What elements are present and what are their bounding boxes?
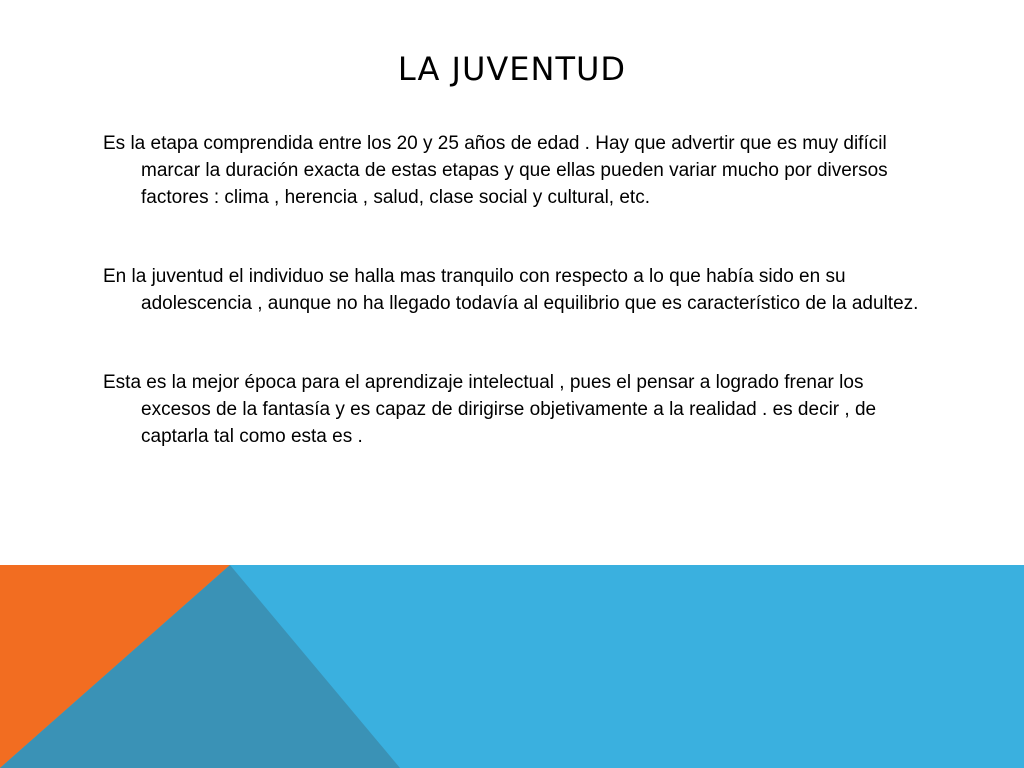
decorative-footer-shapes bbox=[0, 565, 1024, 768]
paragraph-3: Esta es la mejor época para el aprendizaje intelectual , pues el pensar a logrado frenar los excesos de la fantasía y es capaz de dirigirse objetivamente a la realidad . es decir , de captarla tal como esta es . bbox=[103, 372, 877, 447]
paragraph-1: Es la etapa comprendida entre los 20 y 25 años de edad . Hay que advertir que es muy difícil marcar la duración exacta de estas etapas y que ellas pueden variar mucho por diversos factores : clima , herencia , salud, clase social y cultural, etc. bbox=[103, 133, 888, 208]
slide-body bbox=[103, 130, 933, 502]
slide-title: LA JUVENTUD bbox=[397, 50, 627, 88]
paragraph-2: En la juventud el individuo se halla mas tranquilo con respecto a lo que había sido en su adolescencia , aunque no ha llegado todavía al equilibrio que es característico de la adultez. bbox=[103, 266, 919, 314]
